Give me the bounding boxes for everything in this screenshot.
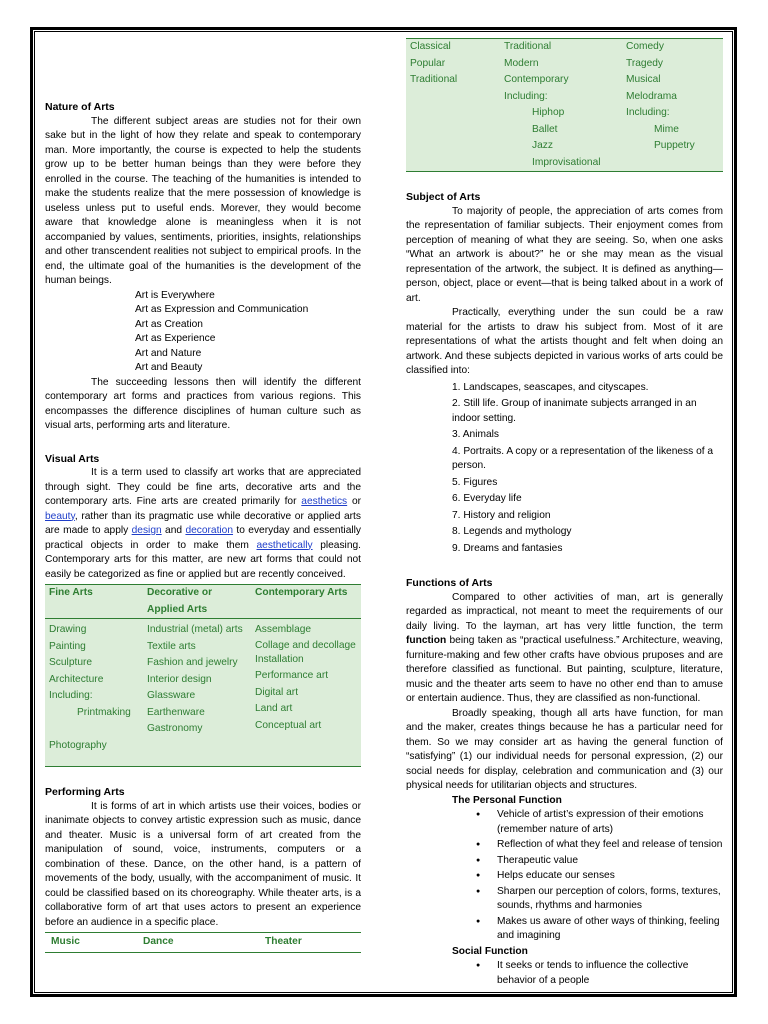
table-cell: Including:	[626, 107, 670, 118]
music-column	[406, 39, 500, 172]
visual-text: or	[347, 496, 362, 507]
table-cell: Traditional	[410, 74, 458, 85]
table-cell: Interior design	[147, 673, 212, 685]
table-cell: Conceptual art	[255, 719, 322, 731]
visual-paragraph	[45, 466, 361, 582]
table-cell: Drawing	[49, 624, 87, 635]
table-cell: Assemblage	[255, 624, 312, 635]
right-column	[406, 38, 723, 989]
table-cell: Traditional	[504, 41, 552, 52]
table-cell: Printmaking	[77, 706, 131, 718]
table-cell: Collage and decollage	[255, 639, 356, 651]
functions-paragraph-1	[406, 591, 723, 707]
nature-paragraph-1: The different subject areas are studies not for their own sake but in the light of how they relate and speak to contemporary man. More importantly, the course is expected to help the students grow up to be better human beings than they were before they enrolled in the course. The teaching of the humanities is intended to make the students realize that the mere possession of knowledge is useless unless put to useful ends. Morever, they would become aware that knowledge alone is meaningless when it is not accompanied by values, sentiments, priorities, insights, relationships and other transcendent realities not subject to empirical proofs. In the end, the ultimate goal of the humanities is the development of the human beings.	[45, 115, 361, 286]
subject-list-item: 2. Still life. Group of inanimate subjects arranged in an indoor setting.	[452, 398, 697, 424]
personal-function-heading: The Personal Function	[452, 794, 562, 806]
table-cell: Classical	[410, 41, 451, 52]
design-link[interactable]: design	[131, 525, 162, 536]
aesthetically-link[interactable]: aesthetically	[256, 539, 313, 551]
subject-paragraph-2: Practically, everything under the sun could be a raw material for the artists to draw his subject from. Most of it are representations of what the artists thought and felt when doing an artwork. And these subjects depicted in various works of arts could be classified into:	[406, 307, 723, 376]
table-cell: Sculpture	[49, 657, 93, 668]
visual-text: pleasing. Contemporary arts for this matter, are new art forms that could not easily be categorized as fine or applied but are recently conceived.	[45, 539, 361, 580]
subject-list-item: 8. Legends and mythology	[452, 526, 572, 537]
nature-paragraph-2: The succeeding lessons then will identify the different contemporary art forms and practices from various regions. This encompasses the difference disciplines of human culture such as visual arts, performing arts and literature.	[45, 376, 361, 431]
nature-heading: Nature of Arts	[45, 101, 115, 113]
nature-list-item: Art and Nature	[135, 347, 202, 359]
nature-list-item: Art as Expression and Communication	[135, 304, 309, 315]
table-header-contemporary: Contemporary Arts	[251, 585, 361, 619]
table-header-fine: Fine Arts	[45, 585, 143, 619]
music-header: Music	[45, 933, 137, 953]
table-cell: Jazz	[532, 140, 553, 151]
social-function-heading: Social Function	[452, 945, 528, 957]
bullet-item: ● Sharpen our perception of colors, forms, textures, sounds, rhythms and harmonies	[406, 885, 723, 914]
table-cell: Hiphop	[532, 107, 565, 118]
subject-list-item: 7. History and religion	[452, 509, 551, 521]
subject-list-item: 3. Animals	[452, 429, 499, 440]
performing-table-header	[45, 932, 361, 953]
table-header-decorative: Decorative or Applied Arts	[143, 585, 251, 619]
theater-header: Theater	[259, 933, 361, 953]
visual-heading: Visual Arts	[45, 452, 100, 465]
visual-text: , rather than its pragmatic use while decorative or applied arts are made to apply	[45, 510, 361, 536]
table-cell: Glassware	[147, 690, 196, 701]
visual-text: to everyday and essentially practical objects in order to make them	[45, 525, 361, 551]
decorative-arts-column	[143, 619, 251, 767]
table-cell: Textile arts	[147, 640, 196, 652]
subject-list-item: 5. Figures	[452, 476, 498, 488]
dance-column	[500, 39, 622, 172]
subject-list-item: 6. Everyday life	[452, 493, 522, 504]
table-cell: Ballet	[532, 123, 558, 135]
table-cell	[49, 721, 139, 738]
beauty-link[interactable]: beauty	[45, 510, 75, 522]
table-cell: Land art	[255, 703, 293, 714]
subject-paragraph-1: To majority of people, the appreciation of arts comes from the representation of familiar subjects. Their enjoyment comes from perception of meaning of what they are seeing. So, when one asks “What an artwork is about?” he or she may mean as the visual representation of the artwork, the subject. It is defined as anything—person, object, place or event—that is being talked about in a work of art.	[406, 205, 723, 304]
performing-arts-table	[406, 38, 723, 172]
bullet-item: ● Therapeutic value	[406, 854, 723, 869]
table-cell: Mime	[654, 123, 679, 135]
personal-function-list	[406, 808, 723, 944]
function-bold: function	[406, 635, 447, 646]
nature-list-item: Art as Creation	[135, 318, 203, 330]
table-cell: Musical	[626, 74, 661, 85]
table-cell: Including:	[49, 690, 93, 701]
subject-list-item: 4. Portraits. A copy or a representation of the likeness of a person.	[452, 445, 714, 471]
fine-arts-column	[45, 619, 143, 767]
nature-list-item: Art and Beauty	[135, 362, 203, 373]
visual-text: It is a term used to classify art works that are appreciated through sight. They could be fine arts, decorative arts and the contemporary arts. Fine arts are created primarily for	[45, 467, 361, 507]
table-cell: Including:	[504, 90, 548, 102]
social-function-list	[406, 959, 723, 988]
table-cell: Puppetry	[654, 140, 695, 151]
bullet-item: ● Vehicle of artist’s expression of their emotions (remember nature of arts)	[406, 808, 723, 837]
subject-list	[406, 381, 723, 557]
table-cell: Digital art	[255, 686, 299, 698]
visual-arts-table	[45, 584, 361, 767]
table-cell: Improvisational	[532, 156, 601, 168]
performing-paragraph: It is forms of art in which artists use their voices, bodies or inanimate objects to convey artistic expression such as music, dance and theater. Music is a universal form of art created from the manipulation of sound, voice, instruments, computers or a combination of these. Dance, on the other hand, is a pattern of movements of the body, usually, with the accompaniment of music. It could be classified based on its choreography. While theater arts, is a collaborative form of art that uses actors to present an experience before an audience in a specific place.	[45, 800, 361, 928]
functions-text: being taken as “practical usefulness.” Architecture, weaving, furniture-making and few other crafts have obvious pruposes and are therefore classified as functional. But painting, sculpture, literature, music and the theater arts seem to have no other end than to amuse or entertain audience. Thus, they are classified as non-functional.	[406, 635, 723, 704]
table-cell: Earthenware	[147, 706, 205, 718]
nature-list	[45, 289, 361, 376]
table-cell: Architecture	[49, 673, 104, 685]
subject-list-item: 9. Dreams and fantasies	[452, 542, 563, 554]
table-cell: Melodrama	[626, 90, 677, 102]
functions-text: Compared to other activities of man, art is generally regarded as impractical, not meant to meet the requirements of our daily living. To the layman, art has very little function, the term	[406, 591, 723, 632]
table-cell: Installation	[255, 653, 304, 665]
table-cell: Modern	[504, 57, 539, 69]
table-cell: Fashion and jewelry	[147, 657, 238, 668]
subject-heading: Subject of Arts	[406, 191, 481, 203]
bullet-item: ● It seeks or tends to influence the collective behavior of a people	[406, 959, 723, 988]
table-cell: Comedy	[626, 41, 664, 52]
subject-list-item: 1. Landscapes, seascapes, and cityscapes.	[452, 381, 649, 393]
table-cell: Contemporary	[504, 74, 569, 85]
nature-list-item: Art is Everywhere	[135, 289, 215, 301]
bullet-item: ● Helps educate our senses	[406, 869, 723, 884]
visual-text: and	[161, 525, 186, 536]
bullet-item: ● Reflection of what they feel and release of tension	[406, 838, 723, 853]
table-cell: Tragedy	[626, 57, 663, 69]
nature-list-item: Art as Experience	[135, 333, 216, 344]
contemporary-arts-column	[251, 619, 361, 767]
table-cell: Performance art	[255, 670, 329, 681]
dance-header: Dance	[137, 933, 259, 953]
table-cell: Painting	[49, 640, 86, 652]
performing-heading: Performing Arts	[45, 786, 125, 798]
decoration-link[interactable]: decoration	[185, 525, 234, 536]
functions-heading: Functions of Arts	[406, 577, 493, 589]
theater-column	[622, 39, 723, 172]
left-column	[45, 100, 361, 953]
table-cell: Photography	[49, 739, 107, 751]
table-cell: Industrial (metal) arts	[147, 624, 243, 635]
aesthetics-link[interactable]: aesthetics	[301, 496, 348, 507]
functions-paragraph-2: Broadly speaking, though all arts have function, for man and the maker, creates things because he has a particular need for them. So we may consider art as having the general function of “satisfying” (1) our individual needs for personal expression, (2) our social needs for display, celebration and communication and (3) our physical needs for utilitarian objects and structures.	[406, 707, 723, 791]
table-cell: Gastronomy	[147, 723, 203, 734]
bullet-item: ● Makes us aware of other ways of thinking, feeling and imagining	[406, 915, 723, 944]
table-cell: Popular	[410, 57, 446, 69]
